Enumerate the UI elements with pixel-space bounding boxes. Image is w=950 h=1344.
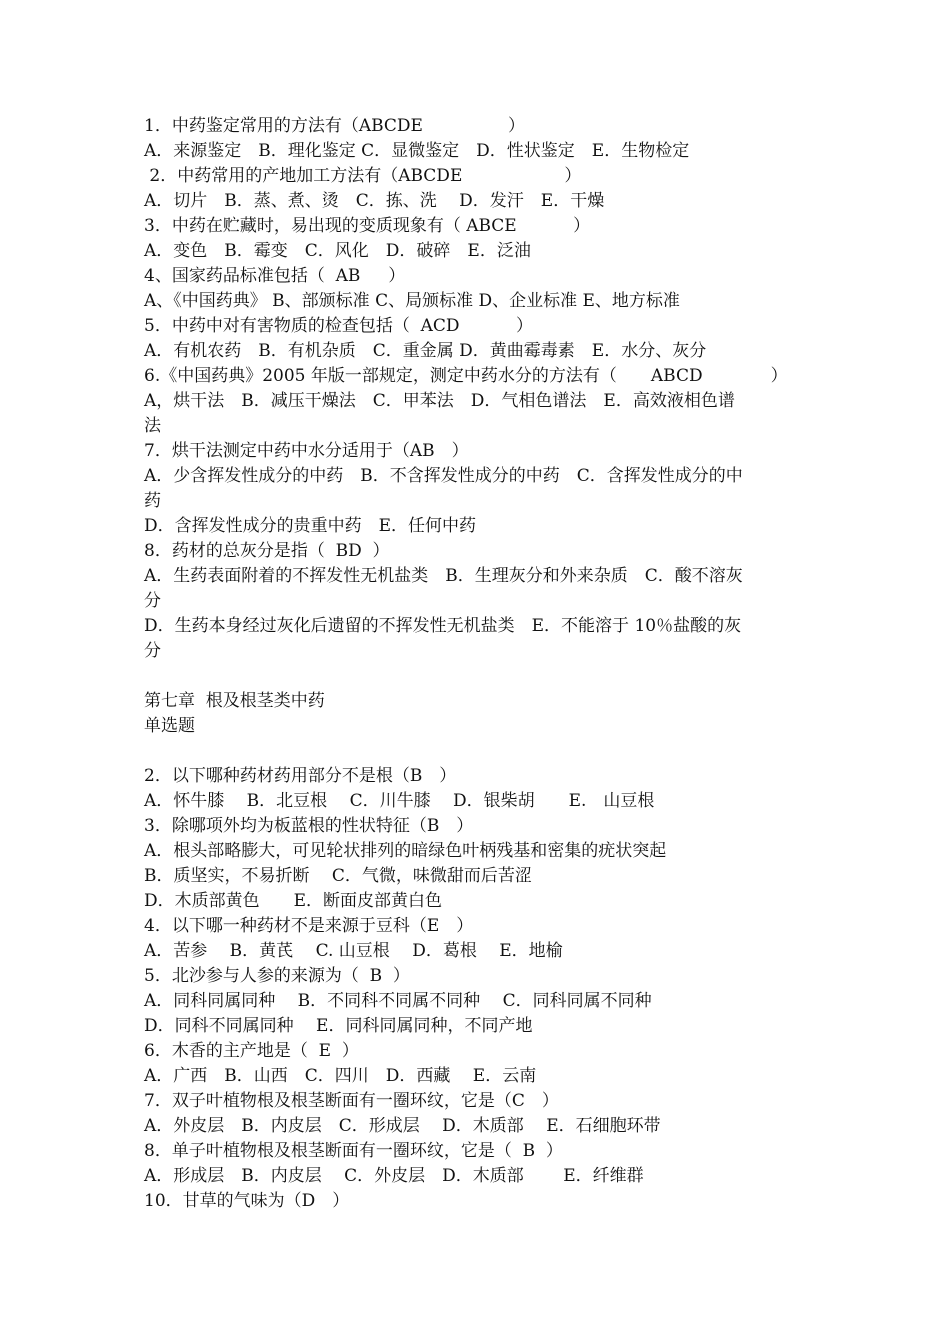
text-line: 4．以下哪一种药材不是来源于豆科（E ） (144, 916, 474, 936)
text-line: A．变色 B．霉变 C．风化 D．破碎 E．泛油 (144, 241, 531, 261)
text-line: A、《中国药典》 B、部颁标准 C、局颁标准 D、企业标准 E、地方标准 (144, 291, 680, 311)
text-line: A．切片 B．蒸、煮、烫 C．拣、洗 D．发汗 E．干燥 (144, 191, 605, 211)
text-line: 5．中药中对有害物质的检查包括（ ACD ） (144, 316, 533, 336)
text-line: A．有机农药 B．有机杂质 C．重金属 D．黄曲霉毒素 E．水分、灰分 (144, 341, 707, 361)
text-line: A．外皮层 B．内皮层 C．形成层 D．木质部 E．石细胞环带 (144, 1116, 661, 1136)
text-line: 3．中药在贮藏时，易出现的变质现象有（ ABCE ） (144, 216, 591, 236)
section-title: 单选题 (144, 716, 195, 736)
text-line: 7．双子叶植物根及根茎断面有一圈环纹，它是（C ） (144, 1091, 559, 1111)
text-line: 8．单子叶植物根及根茎断面有一圈环纹，它是（ B ） (144, 1141, 563, 1161)
blank-line (144, 739, 810, 764)
question-block-1 (144, 114, 810, 664)
text-line: D．生药本身经过灰化后遗留的不挥发性无机盐类 E．不能溶于 10％盐酸的灰 (144, 616, 742, 636)
text-line: 药 (144, 491, 161, 511)
text-line: A．广西 B．山西 C．四川 D．西藏 E．云南 (144, 1066, 537, 1086)
text-line: A．生药表面附着的不挥发性无机盐类 B．生理灰分和外来杂质 C．酸不溶灰 (144, 566, 743, 586)
question-block-2 (144, 764, 810, 1214)
text-line: 5．北沙参与人参的来源为（ B ） (144, 966, 410, 986)
text-line: 分 (144, 591, 161, 611)
text-line: A．苦参 B．黄芪 C. 山豆根 D．葛根 E．地榆 (144, 941, 563, 961)
chapter-title: 第七章 根及根茎类中药 (144, 691, 325, 711)
text-line: A．少含挥发性成分的中药 B．不含挥发性成分的中药 C．含挥发性成分的中 (144, 466, 743, 486)
text-line: 8．药材的总灰分是指（ BD ） (144, 541, 390, 561)
text-line: 4、国家药品标准包括（ AB ） (144, 266, 406, 286)
blank-line (144, 664, 810, 689)
text-line: D．含挥发性成分的贵重中药 E．任何中药 (144, 516, 477, 536)
text-line: 7．烘干法测定中药中水分适用于（AB ） (144, 441, 469, 461)
text-line: 3．除哪项外均为板蓝根的性状特征（B ） (144, 816, 474, 836)
text-line: 6.《中国药典》2005 年版一部规定，测定中药水分的方法有（ ABCD ） (144, 366, 788, 386)
text-line: A．形成层 B．内皮层 C．外皮层 D．木质部 E．纤维群 (144, 1166, 644, 1186)
text-line: 2．以下哪种药材药用部分不是根（B ） (144, 766, 457, 786)
text-line: A，烘干法 B．减压干燥法 C．甲苯法 D．气相色谱法 E．高效液相色谱 (144, 391, 735, 411)
text-line: 6．木香的主产地是（ E ） (144, 1041, 359, 1061)
text-line: 法 (144, 416, 161, 436)
text-line: 10．甘草的气味为（D ） (144, 1191, 350, 1211)
text-line: 1．中药鉴定常用的方法有（ABCDE ） (144, 116, 525, 136)
text-line: D．同科不同属同种 E．同科同属同种，不同产地 (144, 1016, 533, 1036)
text-line: A．来源鉴定 B．理化鉴定 C．显微鉴定 D．性状鉴定 E．生物检定 (144, 141, 690, 161)
text-line: D．木质部黄色 E．断面皮部黄白色 (144, 891, 443, 911)
text-line: 分 (144, 641, 161, 661)
document-content (144, 114, 810, 1214)
text-line: A．同科同属同种 B．不同科不同属不同种 C．同科同属不同种 (144, 991, 652, 1011)
text-line: A．根头部略膨大，可见轮状排列的暗绿色叶柄残基和密集的疣状突起 (144, 841, 667, 861)
text-line: A．怀牛膝 B．北豆根 C．川牛膝 D．银柴胡 E. 山豆根 (144, 791, 655, 811)
text-line: 2．中药常用的产地加工方法有（ABCDE ） (144, 166, 582, 186)
text-line: B．质坚实，不易折断 C．气微，味微甜而后苦涩 (144, 866, 532, 886)
